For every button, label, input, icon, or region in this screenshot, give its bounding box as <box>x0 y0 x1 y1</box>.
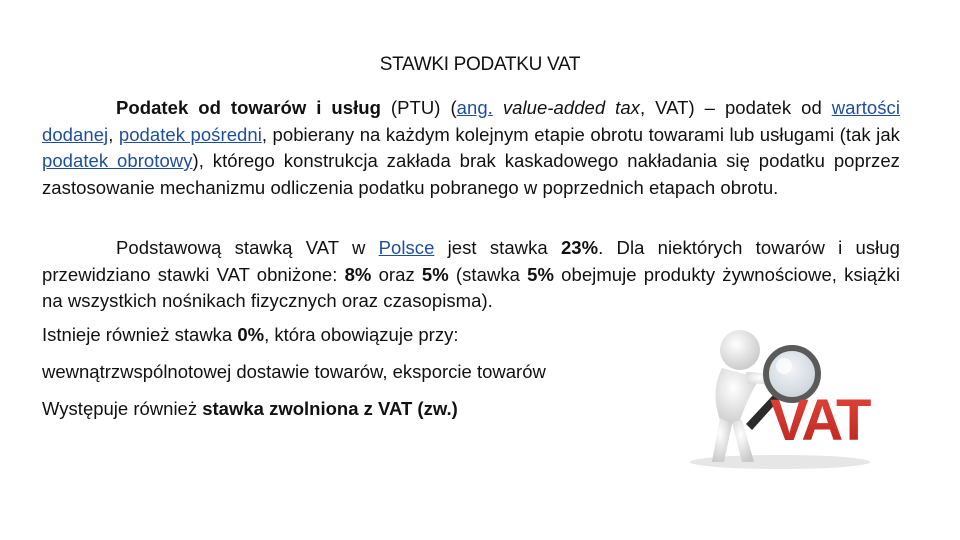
exempt-rate: stawka zwolniona z VAT (zw.) <box>202 398 458 419</box>
vat-logo-text: VAT <box>770 388 869 453</box>
line-exempt-rate: Występuje również stawka zwolniona z VAT (zw.) <box>42 398 458 419</box>
rate-5: 5% <box>421 263 449 285</box>
rate-23: 23% <box>560 237 599 258</box>
line-zero-rate: Istnieje również stawka 0%, która obowiązuje przy: <box>42 324 459 345</box>
link-wartosc-dodana[interactable]: wartości dodanej <box>42 97 900 145</box>
page-title: STAWKI PODATKU VAT <box>379 54 581 75</box>
line-zero-rate-cases: wewnątrzwspólnotowej dostawie towarów, eksporcie towarów <box>42 361 546 382</box>
vat-magnifier-illustration <box>662 322 924 472</box>
paragraph-definition: Podatek od towarów i usług (PTU) (ang. value-added tax, VAT) – podatek od wartości dodanej, podatek pośredni, pobierany na każdym kolejnym etapie obrotu towarami lub usługami (tak jak podatek obrotowy), którego konstrukcja zakłada brak kaskadowego nakładania się podatku poprzez zastosowanie mechanizmu odliczenia podatku pobranego w poprzednich etapach obrotu. <box>42 97 900 198</box>
bold-term: Podatek od towarów i usług <box>116 97 381 118</box>
paragraph-rates: Podstawową stawką VAT w Polsce jest stawka 23%. Dla niektórych towarów i usług przewidziano stawki VAT obniżone: 8% oraz 5% (stawka 5% obejmuje produkty żywnościowe, książki na wszystkich nośnikach fizycznych oraz czasopisma). <box>42 237 900 311</box>
link-podatek-posredni[interactable]: podatek pośredni <box>118 123 262 145</box>
italic-term: value-added tax <box>502 97 640 118</box>
link-polska[interactable]: Polsce <box>378 237 435 258</box>
link-podatek-obrotowy[interactable]: podatek obrotowy <box>42 150 193 171</box>
rate-0: 0% <box>237 324 265 345</box>
link-ang[interactable]: ang. <box>456 97 493 118</box>
rate-5-b: 5% <box>527 263 554 285</box>
rate-8: 8% <box>344 263 372 285</box>
person-with-magnifier-icon <box>662 322 924 472</box>
